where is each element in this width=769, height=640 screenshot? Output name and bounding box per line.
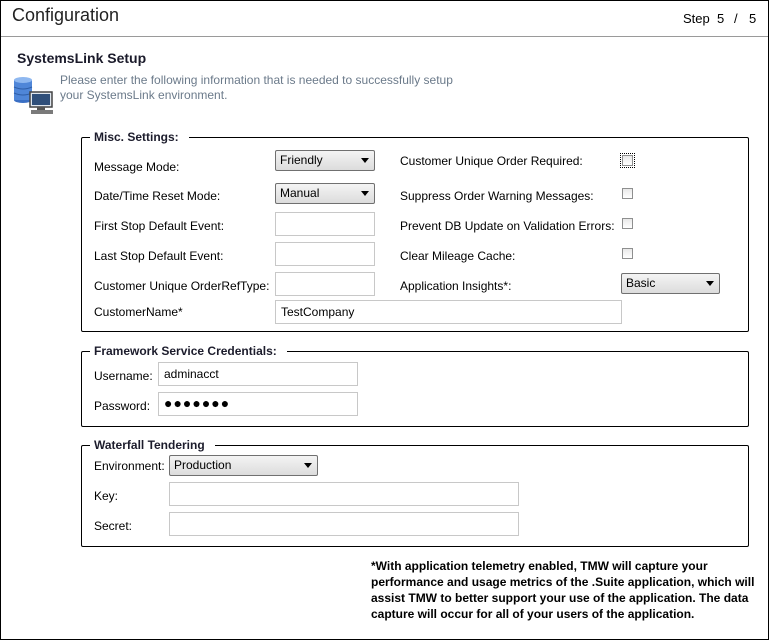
first-stop-label: First Stop Default Event: bbox=[94, 219, 225, 233]
chevron-down-icon bbox=[361, 158, 369, 163]
last-stop-input[interactable] bbox=[275, 242, 375, 266]
message-mode-label: Message Mode: bbox=[94, 160, 180, 174]
step-separator: / bbox=[734, 11, 738, 26]
message-mode-value: Friendly bbox=[280, 153, 323, 167]
last-stop-label: Last Stop Default Event: bbox=[94, 249, 224, 263]
waterfall-tendering-legend: Waterfall Tendering bbox=[90, 438, 215, 452]
secret-input[interactable] bbox=[169, 512, 519, 536]
first-stop-input[interactable] bbox=[275, 212, 375, 236]
datetime-reset-value: Manual bbox=[280, 186, 320, 200]
setup-description-line-2: your SystemsLink environment. bbox=[60, 88, 228, 102]
telemetry-note-line-4: capture will occur for all of your users of the application. bbox=[371, 607, 695, 621]
password-input[interactable]: ●●●●●●● bbox=[158, 392, 358, 416]
message-mode-select[interactable] bbox=[275, 150, 375, 171]
telemetry-note bbox=[371, 558, 763, 622]
clear-mileage-checkbox[interactable] bbox=[622, 248, 633, 259]
customer-name-label: CustomerName* bbox=[94, 305, 183, 319]
misc-settings-legend: Misc. Settings: bbox=[90, 130, 189, 144]
clear-mileage-label: Clear Mileage Cache: bbox=[400, 249, 516, 263]
cust-unique-order-label: Customer Unique Order Required: bbox=[400, 154, 583, 168]
environment-label: Environment: bbox=[94, 459, 165, 473]
suppress-warning-label: Suppress Order Warning Messages: bbox=[400, 189, 594, 203]
environment-value: Production bbox=[174, 458, 232, 472]
environment-select[interactable] bbox=[169, 455, 318, 476]
header-divider bbox=[1, 36, 768, 37]
prevent-db-label: Prevent DB Update on Validation Errors: bbox=[400, 219, 615, 233]
setup-title: SystemsLink Setup bbox=[17, 50, 147, 66]
cust-orderref-input[interactable] bbox=[275, 272, 375, 296]
cust-orderref-label: Customer Unique OrderRefType: bbox=[94, 279, 270, 293]
customer-name-input[interactable]: TestCompany bbox=[275, 300, 622, 324]
step-label: Step bbox=[683, 11, 710, 26]
secret-label: Secret: bbox=[94, 519, 133, 533]
app-insights-value: Basic bbox=[626, 276, 656, 290]
setup-description bbox=[60, 73, 480, 103]
telemetry-note-line-1: *With application telemetry enabled, TMW will capture your bbox=[371, 559, 708, 573]
setup-description-line-1: Please enter the following information that is needed to successfully setup bbox=[60, 73, 453, 87]
password-label: Password: bbox=[94, 399, 151, 413]
telemetry-note-line-2: performance and usage metrics of the .Suite application, which will bbox=[371, 575, 755, 589]
database-computer-icon bbox=[11, 70, 59, 121]
step-current: 5 bbox=[717, 11, 725, 26]
chevron-down-icon bbox=[706, 281, 714, 286]
key-label: Key: bbox=[94, 489, 119, 503]
username-label: Username: bbox=[94, 369, 153, 383]
step-total: 5 bbox=[749, 11, 757, 26]
prevent-db-checkbox[interactable] bbox=[622, 218, 633, 229]
key-input[interactable] bbox=[169, 482, 519, 506]
page-title: Configuration bbox=[12, 5, 120, 25]
chevron-down-icon bbox=[361, 191, 369, 196]
chevron-down-icon bbox=[304, 463, 312, 468]
app-insights-select[interactable] bbox=[621, 273, 720, 294]
datetime-reset-select[interactable] bbox=[275, 183, 375, 204]
datetime-reset-label: Date/Time Reset Mode: bbox=[94, 189, 221, 203]
cust-unique-order-checkbox[interactable] bbox=[622, 155, 633, 166]
suppress-warning-checkbox[interactable] bbox=[622, 188, 633, 199]
telemetry-note-line-3: assist TMW to better support your use of the application. The data bbox=[371, 591, 749, 605]
framework-credentials-legend: Framework Service Credentials: bbox=[90, 344, 287, 358]
username-input[interactable]: adminacct bbox=[158, 362, 358, 386]
app-insights-label: Application Insights*: bbox=[400, 279, 512, 293]
